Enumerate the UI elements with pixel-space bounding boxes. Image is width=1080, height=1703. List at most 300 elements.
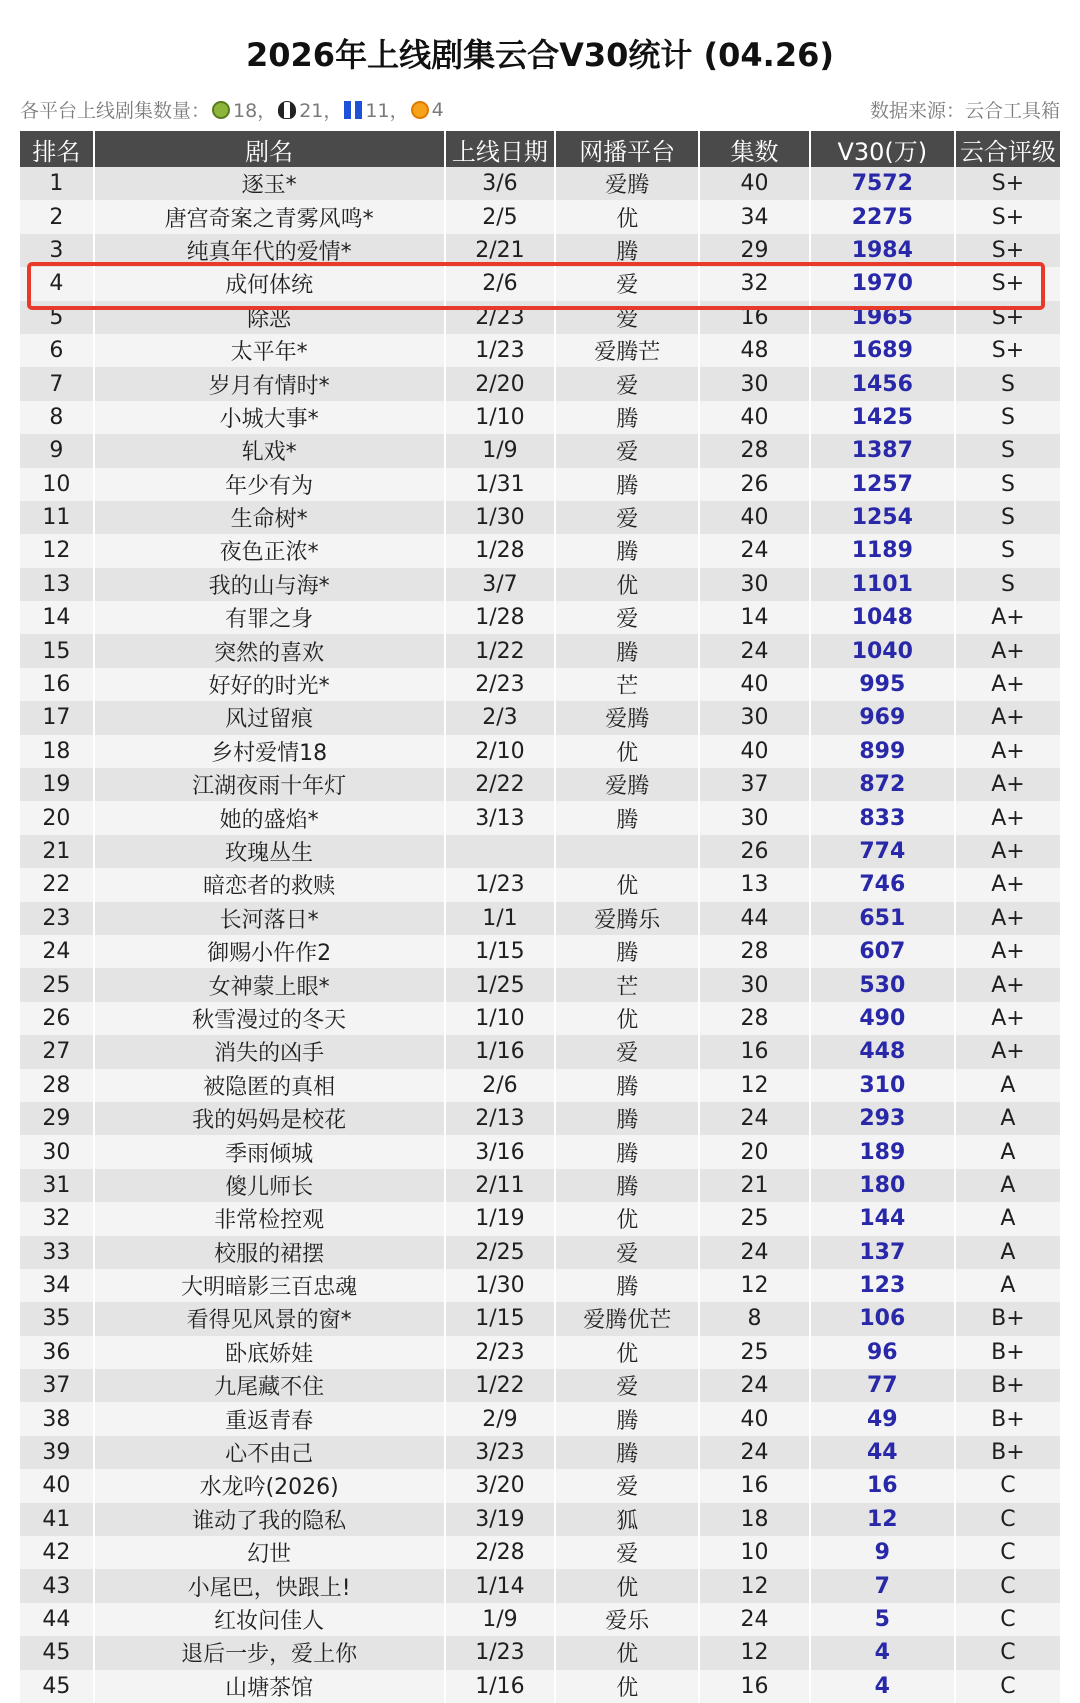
rank-cell: 38 xyxy=(20,1402,94,1435)
v30-cell: 774 xyxy=(810,835,955,868)
v30-cell: 899 xyxy=(810,735,955,768)
title-cell: 御赐小仵作2 xyxy=(94,935,445,968)
platform-cell: 爱 xyxy=(555,1236,699,1269)
v30-cell: 44 xyxy=(810,1436,955,1469)
date-cell: 3/23 xyxy=(445,1436,556,1469)
rating-cell: B+ xyxy=(955,1402,1060,1435)
v30-cell: 995 xyxy=(810,668,955,701)
episodes-cell: 18 xyxy=(699,1503,810,1536)
v30-cell: 1189 xyxy=(810,534,955,567)
rank-cell: 45 xyxy=(20,1636,94,1669)
rating-cell: A+ xyxy=(955,668,1060,701)
table-row xyxy=(20,634,1060,667)
v30-cell: 607 xyxy=(810,935,955,968)
date-cell: 1/22 xyxy=(445,634,556,667)
title-cell: 小城大事* xyxy=(94,401,445,434)
title-cell: 非常检控观 xyxy=(94,1202,445,1235)
v30-cell: 651 xyxy=(810,902,955,935)
table-row xyxy=(20,267,1060,300)
table-row xyxy=(20,1035,1060,1068)
rank-cell: 20 xyxy=(20,801,94,834)
title-cell: 风过留痕 xyxy=(94,701,445,734)
date-cell: 2/11 xyxy=(445,1169,556,1202)
date-cell: 2/10 xyxy=(445,735,556,768)
rating-cell: S xyxy=(955,568,1060,601)
rank-cell: 19 xyxy=(20,768,94,801)
date-cell: 2/13 xyxy=(445,1102,556,1135)
platform-cell: 爱 xyxy=(555,267,699,300)
v30-cell: 746 xyxy=(810,868,955,901)
header-title: 剧名 xyxy=(94,131,445,167)
episodes-cell: 24 xyxy=(699,1102,810,1135)
rank-cell: 29 xyxy=(20,1102,94,1135)
table-row xyxy=(20,301,1060,334)
v30-cell: 1387 xyxy=(810,434,955,467)
mango-icon xyxy=(411,101,429,119)
title-cell: 卧底娇娃 xyxy=(94,1336,445,1369)
table-row xyxy=(20,1436,1060,1469)
rating-cell: C xyxy=(955,1636,1060,1669)
rating-cell: A+ xyxy=(955,801,1060,834)
platform-bars-count: 11， xyxy=(365,100,409,122)
platform-cell: 腾 xyxy=(555,1169,699,1202)
rank-cell: 11 xyxy=(20,501,94,534)
platform-cell: 优 xyxy=(555,1336,699,1369)
rating-cell: A xyxy=(955,1236,1060,1269)
rank-cell: 14 xyxy=(20,601,94,634)
title-cell: 傻儿师长 xyxy=(94,1169,445,1202)
rank-cell: 31 xyxy=(20,1169,94,1202)
rank-cell: 7 xyxy=(20,367,94,400)
rating-cell: A+ xyxy=(955,701,1060,734)
episodes-cell: 40 xyxy=(699,401,810,434)
title-cell: 被隐匿的真相 xyxy=(94,1069,445,1102)
platform-penguin xyxy=(276,96,342,123)
header-v30: V30(万) xyxy=(810,131,955,167)
platform-cell: 爱腾 xyxy=(555,167,699,200)
platform-cell: 优 xyxy=(555,568,699,601)
rating-cell: S xyxy=(955,501,1060,534)
table-row xyxy=(20,1369,1060,1402)
rating-cell: S xyxy=(955,434,1060,467)
rank-cell: 40 xyxy=(20,1469,94,1502)
title-cell: 暗恋者的救赎 xyxy=(94,868,445,901)
rank-cell: 10 xyxy=(20,468,94,501)
rank-cell: 26 xyxy=(20,1002,94,1035)
episodes-cell: 26 xyxy=(699,835,810,868)
table-row xyxy=(20,1135,1060,1168)
episodes-cell: 20 xyxy=(699,1135,810,1168)
episodes-cell: 16 xyxy=(699,1670,810,1703)
rank-cell: 22 xyxy=(20,868,94,901)
title-cell: 生命树* xyxy=(94,501,445,534)
date-cell: 1/30 xyxy=(445,1269,556,1302)
table-row xyxy=(20,902,1060,935)
platform-cell: 爱腾优芒 xyxy=(555,1302,699,1335)
header-rank: 排名 xyxy=(20,131,94,167)
v30-cell: 1048 xyxy=(810,601,955,634)
platform-cell: 优 xyxy=(555,1569,699,1602)
rating-cell: A+ xyxy=(955,1035,1060,1068)
title-cell: 大明暗影三百忠魂 xyxy=(94,1269,445,1302)
platform-cell: 优 xyxy=(555,868,699,901)
date-cell: 1/30 xyxy=(445,501,556,534)
rating-cell: A+ xyxy=(955,902,1060,935)
table-row xyxy=(20,401,1060,434)
table-row xyxy=(20,868,1060,901)
date-cell: 1/9 xyxy=(445,434,556,467)
episodes-cell: 12 xyxy=(699,1569,810,1602)
table-row xyxy=(20,234,1060,267)
rating-cell: S xyxy=(955,534,1060,567)
episodes-cell: 40 xyxy=(699,668,810,701)
rating-cell: S+ xyxy=(955,234,1060,267)
rank-cell: 24 xyxy=(20,935,94,968)
date-cell: 3/6 xyxy=(445,167,556,200)
platform-bars xyxy=(342,96,408,123)
episodes-cell: 12 xyxy=(699,1636,810,1669)
rating-cell: A+ xyxy=(955,868,1060,901)
rank-cell: 28 xyxy=(20,1069,94,1102)
table-row xyxy=(20,1102,1060,1135)
date-cell: 1/23 xyxy=(445,1636,556,1669)
episodes-cell: 44 xyxy=(699,902,810,935)
table-row xyxy=(20,334,1060,367)
rank-cell: 45 xyxy=(20,1670,94,1703)
v30-cell: 96 xyxy=(810,1336,955,1369)
table-row xyxy=(20,1670,1060,1703)
rank-cell: 44 xyxy=(20,1603,94,1636)
platform-cell: 爱乐 xyxy=(555,1603,699,1636)
title-cell: 九尾藏不住 xyxy=(94,1369,445,1402)
rank-cell: 15 xyxy=(20,634,94,667)
platform-cell xyxy=(555,835,699,868)
episodes-cell: 48 xyxy=(699,334,810,367)
platform-cell: 腾 xyxy=(555,1135,699,1168)
date-cell: 3/20 xyxy=(445,1469,556,1502)
v30-cell: 49 xyxy=(810,1402,955,1435)
table-header-row xyxy=(20,131,1060,167)
table-row xyxy=(20,1402,1060,1435)
date-cell: 2/6 xyxy=(445,267,556,300)
platform-cell: 优 xyxy=(555,200,699,233)
v30-cell: 293 xyxy=(810,1102,955,1135)
meta-bar xyxy=(20,96,1060,126)
platform-cell: 爱 xyxy=(555,1469,699,1502)
title-cell: 退后一步，爱上你 xyxy=(94,1636,445,1669)
v30-cell: 12 xyxy=(810,1503,955,1536)
date-cell: 1/23 xyxy=(445,334,556,367)
episodes-cell: 30 xyxy=(699,801,810,834)
v30-cell: 872 xyxy=(810,768,955,801)
rating-cell: B+ xyxy=(955,1369,1060,1402)
date-cell: 2/25 xyxy=(445,1236,556,1269)
episodes-cell: 24 xyxy=(699,1236,810,1269)
table-row xyxy=(20,1202,1060,1235)
episodes-cell: 25 xyxy=(699,1202,810,1235)
table-row xyxy=(20,1236,1060,1269)
rating-cell: C xyxy=(955,1469,1060,1502)
v30-cell: 7 xyxy=(810,1569,955,1602)
date-cell: 2/23 xyxy=(445,301,556,334)
platform-cell: 优 xyxy=(555,1202,699,1235)
date-cell: 3/19 xyxy=(445,1503,556,1536)
date-cell: 1/28 xyxy=(445,601,556,634)
v30-cell: 1101 xyxy=(810,568,955,601)
v30-cell: 144 xyxy=(810,1202,955,1235)
date-cell: 2/28 xyxy=(445,1536,556,1569)
title-cell: 夜色正浓* xyxy=(94,534,445,567)
page-title: 2026年上线剧集云合V30统计 (04.26) xyxy=(246,36,834,74)
platform-counts xyxy=(20,96,444,123)
v30-cell: 106 xyxy=(810,1302,955,1335)
title-cell: 突然的喜欢 xyxy=(94,634,445,667)
table-row xyxy=(20,935,1060,968)
episodes-cell: 8 xyxy=(699,1302,810,1335)
v30-cell: 4 xyxy=(810,1636,955,1669)
title-cell: 谁动了我的隐私 xyxy=(94,1503,445,1536)
rating-cell: S+ xyxy=(955,267,1060,300)
table-row xyxy=(20,1269,1060,1302)
rating-cell: A xyxy=(955,1202,1060,1235)
platform-cell: 爱 xyxy=(555,1369,699,1402)
platform-cell: 腾 xyxy=(555,1102,699,1135)
rank-cell: 23 xyxy=(20,902,94,935)
table-row xyxy=(20,367,1060,400)
platform-count-label: 各平台上线剧集数量： xyxy=(20,100,211,122)
platform-cell: 腾 xyxy=(555,1269,699,1302)
platform-cell: 腾 xyxy=(555,234,699,267)
v30-cell: 7572 xyxy=(810,167,955,200)
table-row xyxy=(20,668,1060,701)
rating-cell: B+ xyxy=(955,1336,1060,1369)
rank-cell: 21 xyxy=(20,835,94,868)
v30-cell: 180 xyxy=(810,1169,955,1202)
date-cell: 1/1 xyxy=(445,902,556,935)
rating-cell: A+ xyxy=(955,835,1060,868)
rating-cell: S+ xyxy=(955,301,1060,334)
table-row xyxy=(20,735,1060,768)
rating-cell: A xyxy=(955,1269,1060,1302)
rank-cell: 12 xyxy=(20,534,94,567)
episodes-cell: 14 xyxy=(699,601,810,634)
date-cell: 2/20 xyxy=(445,367,556,400)
platform-cell: 腾 xyxy=(555,1402,699,1435)
episodes-cell: 40 xyxy=(699,1402,810,1435)
platform-cell: 腾 xyxy=(555,935,699,968)
table-row xyxy=(20,1536,1060,1569)
table-row xyxy=(20,768,1060,801)
episodes-cell: 30 xyxy=(699,568,810,601)
rating-cell: B+ xyxy=(955,1302,1060,1335)
platform-cell: 芒 xyxy=(555,668,699,701)
platform-cell: 腾 xyxy=(555,1069,699,1102)
rating-cell: A xyxy=(955,1102,1060,1135)
episodes-cell: 28 xyxy=(699,434,810,467)
v30-cell: 530 xyxy=(810,968,955,1001)
episodes-cell: 28 xyxy=(699,935,810,968)
date-cell: 1/23 xyxy=(445,868,556,901)
rating-cell: S xyxy=(955,367,1060,400)
table-row xyxy=(20,1169,1060,1202)
v30-cell: 1456 xyxy=(810,367,955,400)
platform-cell: 爱腾 xyxy=(555,768,699,801)
v30-cell: 1257 xyxy=(810,468,955,501)
v30-cell: 1254 xyxy=(810,501,955,534)
table-row xyxy=(20,568,1060,601)
date-cell: 1/15 xyxy=(445,1302,556,1335)
table-row xyxy=(20,1503,1060,1536)
table-row xyxy=(20,1336,1060,1369)
rating-cell: A+ xyxy=(955,768,1060,801)
title-cell: 轧戏* xyxy=(94,434,445,467)
title-cell: 重返青春 xyxy=(94,1402,445,1435)
platform-cell: 爱 xyxy=(555,1035,699,1068)
date-cell: 1/15 xyxy=(445,935,556,968)
rank-cell: 8 xyxy=(20,401,94,434)
table-row xyxy=(20,835,1060,868)
rank-cell: 39 xyxy=(20,1436,94,1469)
rating-cell: C xyxy=(955,1569,1060,1602)
platform-cell: 芒 xyxy=(555,968,699,1001)
date-cell: 3/13 xyxy=(445,801,556,834)
episodes-cell: 26 xyxy=(699,468,810,501)
rating-cell: C xyxy=(955,1603,1060,1636)
date-cell: 2/23 xyxy=(445,1336,556,1369)
title-cell: 乡村爱情18 xyxy=(94,735,445,768)
v30-cell: 5 xyxy=(810,1603,955,1636)
v30-cell: 310 xyxy=(810,1069,955,1102)
platform-kiwi xyxy=(210,96,276,123)
title-cell: 我的山与海* xyxy=(94,568,445,601)
table-row xyxy=(20,167,1060,200)
platform-cell: 狐 xyxy=(555,1503,699,1536)
date-cell xyxy=(445,835,556,868)
episodes-cell: 12 xyxy=(699,1269,810,1302)
platform-cell: 爱 xyxy=(555,434,699,467)
date-cell: 1/16 xyxy=(445,1670,556,1703)
rank-cell: 43 xyxy=(20,1569,94,1602)
rank-cell: 17 xyxy=(20,701,94,734)
platform-penguin-count: 21， xyxy=(299,100,343,122)
title-cell: 红妆问佳人 xyxy=(94,1603,445,1636)
episodes-cell: 34 xyxy=(699,200,810,233)
table-row xyxy=(20,1002,1060,1035)
episodes-cell: 30 xyxy=(699,968,810,1001)
rating-cell: A+ xyxy=(955,634,1060,667)
rank-cell: 32 xyxy=(20,1202,94,1235)
table-row xyxy=(20,801,1060,834)
title-cell: 秋雪漫过的冬天 xyxy=(94,1002,445,1035)
title-cell: 逐玉* xyxy=(94,167,445,200)
rating-cell: A+ xyxy=(955,735,1060,768)
table-row xyxy=(20,1469,1060,1502)
platform-kiwi-count: 18， xyxy=(233,100,277,122)
platform-cell: 爱 xyxy=(555,601,699,634)
platform-cell: 腾 xyxy=(555,401,699,434)
episodes-cell: 16 xyxy=(699,1469,810,1502)
v30-cell: 969 xyxy=(810,701,955,734)
date-cell: 1/14 xyxy=(445,1569,556,1602)
rating-cell: S xyxy=(955,401,1060,434)
platform-mango xyxy=(409,99,444,121)
rank-cell: 42 xyxy=(20,1536,94,1569)
rating-cell: A+ xyxy=(955,968,1060,1001)
rank-cell: 36 xyxy=(20,1336,94,1369)
table-row xyxy=(20,1603,1060,1636)
rank-cell: 25 xyxy=(20,968,94,1001)
rating-cell: S+ xyxy=(955,167,1060,200)
episodes-cell: 32 xyxy=(699,267,810,300)
title-cell: 我的妈妈是校花 xyxy=(94,1102,445,1135)
title-cell: 除恶 xyxy=(94,301,445,334)
title-cell: 岁月有情时* xyxy=(94,367,445,400)
title-cell: 纯真年代的爱情* xyxy=(94,234,445,267)
date-cell: 1/10 xyxy=(445,1002,556,1035)
episodes-cell: 24 xyxy=(699,1603,810,1636)
v30-cell: 123 xyxy=(810,1269,955,1302)
v30-cell: 1970 xyxy=(810,267,955,300)
v30-cell: 137 xyxy=(810,1236,955,1269)
episodes-cell: 25 xyxy=(699,1336,810,1369)
rank-cell: 3 xyxy=(20,234,94,267)
platform-mango-count: 4 xyxy=(431,98,444,121)
bars-icon xyxy=(344,101,362,119)
v30-cell: 1689 xyxy=(810,334,955,367)
ranking-table xyxy=(20,131,1060,1703)
header-rating: 云合评级 xyxy=(955,131,1060,167)
episodes-cell: 16 xyxy=(699,301,810,334)
v30-cell: 4 xyxy=(810,1670,955,1703)
rating-cell: A xyxy=(955,1069,1060,1102)
title-cell: 消失的凶手 xyxy=(94,1035,445,1068)
table-row xyxy=(20,701,1060,734)
header-date: 上线日期 xyxy=(445,131,556,167)
date-cell: 3/7 xyxy=(445,568,556,601)
date-cell: 1/25 xyxy=(445,968,556,1001)
title-cell: 校服的裙摆 xyxy=(94,1236,445,1269)
v30-cell: 77 xyxy=(810,1369,955,1402)
table-row xyxy=(20,1302,1060,1335)
table-row xyxy=(20,534,1060,567)
rank-cell: 5 xyxy=(20,301,94,334)
v30-cell: 9 xyxy=(810,1536,955,1569)
date-cell: 3/16 xyxy=(445,1135,556,1168)
platform-cell: 爱 xyxy=(555,501,699,534)
data-source: 数据来源：云合工具箱 xyxy=(869,100,1060,122)
rating-cell: A+ xyxy=(955,601,1060,634)
title-cell: 看得见风景的窗* xyxy=(94,1302,445,1335)
table-row xyxy=(20,1636,1060,1669)
episodes-cell: 40 xyxy=(699,735,810,768)
date-cell: 2/23 xyxy=(445,668,556,701)
v30-cell: 1965 xyxy=(810,301,955,334)
date-cell: 2/5 xyxy=(445,200,556,233)
table-row xyxy=(20,501,1060,534)
episodes-cell: 16 xyxy=(699,1035,810,1068)
episodes-cell: 37 xyxy=(699,768,810,801)
v30-cell: 833 xyxy=(810,801,955,834)
rating-cell: A+ xyxy=(955,935,1060,968)
platform-cell: 爱 xyxy=(555,301,699,334)
penguin-icon xyxy=(278,101,296,119)
episodes-cell: 30 xyxy=(699,701,810,734)
episodes-cell: 10 xyxy=(699,1536,810,1569)
date-cell: 1/9 xyxy=(445,1603,556,1636)
v30-cell: 448 xyxy=(810,1035,955,1068)
rating-cell: A+ xyxy=(955,1002,1060,1035)
platform-cell: 腾 xyxy=(555,534,699,567)
